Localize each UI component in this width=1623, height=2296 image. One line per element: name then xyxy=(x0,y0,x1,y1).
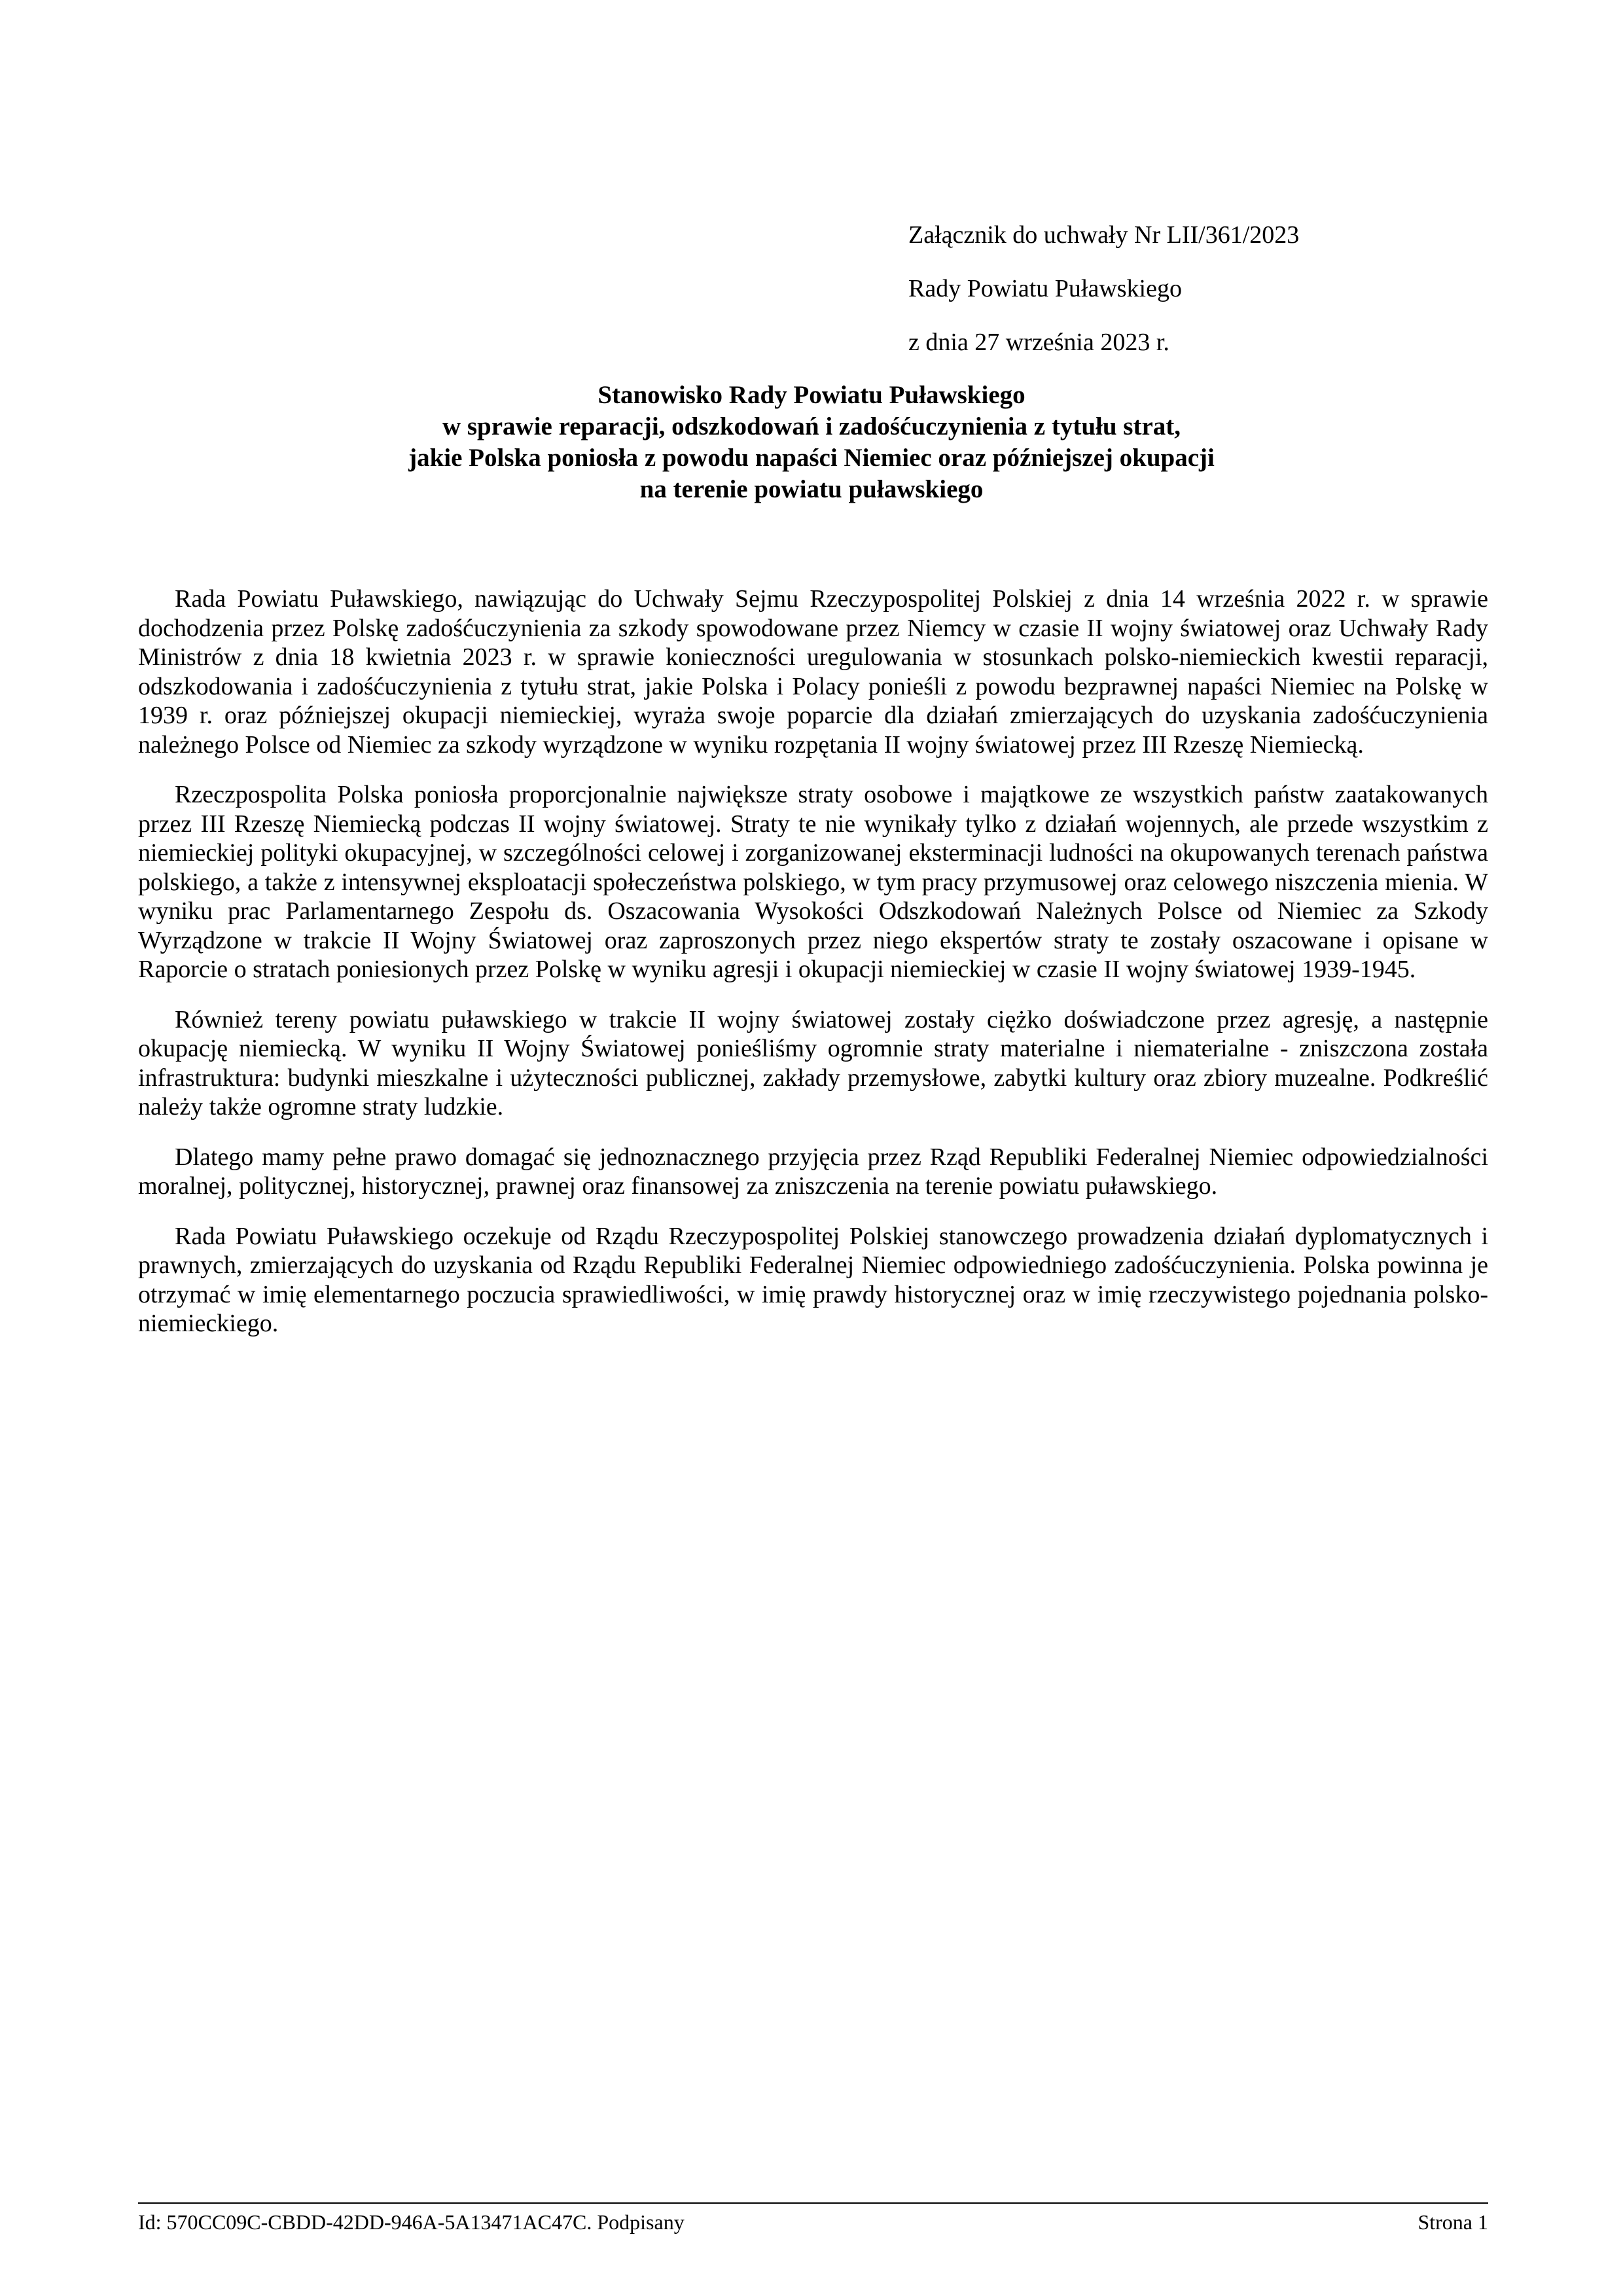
document-title xyxy=(131,380,1492,505)
body-paragraph-3: Również tereny powiatu puławskiego w trakcie II wojny światowej zostały ciężko doświadczone przez agresję, a następnie okupację niemiecką. W wyniku II Wojny Światowej ponieśliśmy ogromnie straty materialne i niematerialne - zniszczona została infrastruktura: budynki mieszkalne i użyteczności publicznej, zakłady przemysłowe, zabytki kultury oraz zbiory muzealne. Podkreślić należy także ogromne straty ludzkie. xyxy=(138,1005,1488,1121)
body-paragraph-5: Rada Powiatu Puławskiego oczekuje od Rządu Rzeczypospolitej Polskiej stanowczego prowadzenia działań dyplomatycznych i prawnych, zmierzających do uzyskania od Rządu Republiki Federalnej Niemiec odpowiedniego zadośćuczynienia. Polska powinna je otrzymać w imię elementarnego poczucia sprawiedliwości, w imię prawdy historycznej oraz w imię rzeczywistego pojednania polsko-niemieckiego. xyxy=(138,1222,1488,1337)
title-line-1: Stanowisko Rady Powiatu Puławskiego xyxy=(597,381,1026,409)
body-paragraph-2: Rzeczpospolita Polska poniosła proporcjonalnie największe straty osobowe i majątkowe ze wszystkich państw zaatakowanych przez III Rzeszę Niemiecką podczas II wojny światowej. Straty te nie wynikały tylko z działań wojennych, ale przede wszystkim z niemieckiej polityki okupacyjnej, w szczególności celowej i zorganizowanej eksterminacji ludności na okupowanych terenach państwa polskiego, a także z intensywnej eksploatacji społeczeństwa polskiego, w tym pracy przymusowej oraz celowego niszczenia mienia. W wyniku prac Parlamentarnego Zespołu ds. Oszacowania Wysokości Odszkodowań Należnych Polsce od Niemiec za Szkody Wyrządzone w trakcie II Wojny Światowej oraz zaproszonych przez niego ekspertów straty te zostały oszacowane i opisane w Raporcie o stratach poniesionych przez Polskę w wyniku agresji i okupacji niemieckiej w czasie II wojny światowej 1939-1945. xyxy=(138,781,1488,983)
document-body xyxy=(138,584,1488,1359)
page-number: Strona 1 xyxy=(1418,2210,1488,2234)
title-line-4: na terenie powiatu puławskiego xyxy=(639,475,984,503)
attachment-line-date: z dnia 27 września 2023 r. xyxy=(908,329,1169,356)
body-paragraph-1: Rada Powiatu Puławskiego, nawiązując do Uchwały Sejmu Rzeczypospolitej Polskiej z dnia 14 września 2022 r. w sprawie dochodzenia przez Polskę zadośćuczynienia za szkody spowodowane przez Niemcy w czasie II wojny światowej oraz Uchwały Rady Ministrów z dnia 18 kwietnia 2023 r. w sprawie konieczności uregulowania w stosunkach polsko-niemieckich kwestii reparacji, odszkodowania i zadośćuczynienia z tytułu strat, jakie Polska i Polacy ponieśli z powodu bezprawnej napaści Niemiec na Polskę w 1939 r. oraz późniejszej okupacji niemieckiej, wyraża swoje poparcie dla działań zmierzających do uzyskania zadośćuczynienia należnego Polsce od Niemiec za szkody wyrządzone w wyniku rozpętania II wojny światowej przez III Rzeszę Niemiecką. xyxy=(138,585,1488,759)
attachment-line-council: Rady Powiatu Puławskiego xyxy=(908,275,1182,302)
title-line-3: jakie Polska poniosła z powodu napaści Niemiec oraz późniejszej okupacji xyxy=(408,444,1215,472)
attachment-header xyxy=(908,208,1299,369)
document-id: Id: 570CC09C-CBDD-42DD-946A-5A13471AC47C. Podpisany xyxy=(138,2210,685,2234)
body-paragraph-4: Dlatego mamy pełne prawo domagać się jednoznacznego przyjęcia przez Rząd Republiki Federalnej Niemiec odpowiedzialności moralnej, politycznej, historycznej, prawnej oraz finansowej za zniszczenia na terenie powiatu puławskiego. xyxy=(138,1143,1488,1200)
page-footer xyxy=(138,2202,1488,2235)
attachment-line-resolution: Załącznik do uchwały Nr LII/361/2023 xyxy=(908,221,1300,249)
title-line-2: w sprawie reparacji, odszkodowań i zadośćuczynienia z tytułu strat, xyxy=(442,412,1181,440)
